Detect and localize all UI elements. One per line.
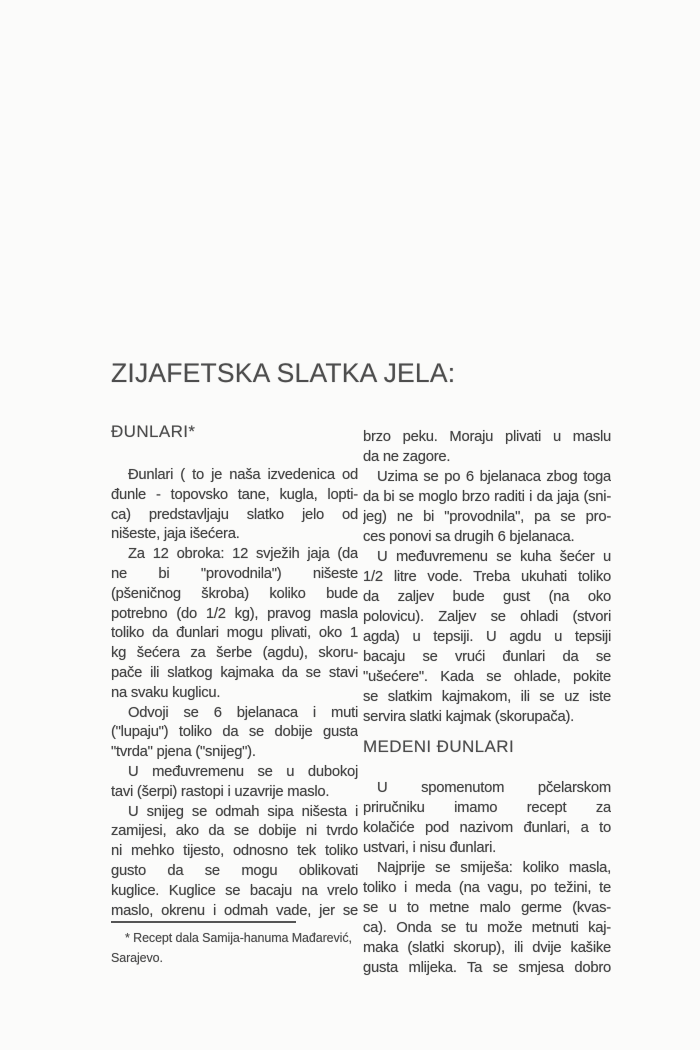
text-line: "ušećere". Kada se ohlade, pokite [363, 669, 611, 685]
text-line: da zaljev bude gust (na oko [363, 589, 611, 605]
text-line: maslo, okrenu i odmah vade, jer se [111, 902, 358, 919]
text-line: se u to metne malo germe (kvas- [363, 900, 611, 916]
text-line: maka (slatki skorup), ili dvije kašike [363, 940, 611, 956]
text-line: ni mehko tijesto, odnosno tek toliko [111, 843, 358, 860]
text-line: ca) predstavljaju slatko jelo od [111, 506, 358, 523]
paragraph [363, 778, 611, 858]
left-column [111, 422, 358, 921]
text-line: U međuvremenu se kuha šećer u [377, 549, 611, 565]
text-line: Uzima se po 6 bjelanaca zbog toga [377, 469, 611, 485]
text-line: brzo peku. Moraju plivati u maslu [363, 429, 611, 445]
text-line: jeg) ne bi "provodnila", pa se pro- [363, 509, 611, 525]
text-line: kuglice. Kuglice se bacaju na vrelo [111, 882, 358, 899]
text-line: gusta mlijeka. Ta se smjesa dobro [363, 960, 611, 976]
text-line: na svaku kuglicu. [111, 684, 221, 701]
text-line: U snijeg se odmah sipa nišesta i [128, 803, 358, 820]
text-line: bacaju se vrući đunlari da se [363, 649, 611, 665]
paragraph [111, 466, 358, 545]
text-line: Odvoji se 6 bjelanaca i muti [128, 704, 358, 721]
text-line: U međuvremenu se u dubokoj [128, 763, 358, 780]
text-line: Najprije se smiješa: koliko masla, [377, 860, 611, 876]
right-column-paragraphs-before-heading [363, 427, 611, 727]
paragraph [111, 704, 358, 763]
paragraph [363, 858, 611, 978]
text-line: ustvari, i nisu đunlari. [363, 840, 496, 856]
text-line: polovicu). Zaljev se ohladi (stvori [363, 609, 611, 625]
text-line: ces ponovi sa drugih 6 bjelanaca. [363, 529, 575, 545]
text-line: se slatkim kajmakom, ili se uz iste [363, 689, 611, 705]
text-line: toliko i meda (na vagu, po težini, te [363, 880, 611, 896]
footnote-line: * Recept dala Samija-hanuma Mađarević, [125, 931, 352, 945]
text-line: kg šećera za šerbe (agdu), skoru- [111, 645, 358, 662]
text-line: potrebno (do 1/2 kg), pravog masla [111, 605, 358, 622]
text-line: tavi (šerpi) rastopi i uzavrije maslo. [111, 783, 330, 800]
paragraph [111, 803, 358, 922]
text-line: priručniku imamo recept za [363, 800, 611, 816]
text-line: ca). Onda se tu može metnuti kaj- [363, 920, 611, 936]
recipe-heading-medeni-dunlari: MEDENI ĐUNLARI [363, 737, 515, 756]
recipe-heading-dunlari: ĐUNLARI* [111, 422, 196, 441]
paragraph [363, 427, 611, 467]
text-line: U spomenutom pčelarskom [377, 780, 611, 796]
text-line: zamijesi, ako da se dobije ni tvrdo [111, 823, 358, 840]
text-line: da bi se moglo brzo raditi i da jaja (sni- [363, 489, 611, 505]
right-column [363, 427, 611, 978]
text-line: da ne zagore. [363, 449, 451, 465]
footnote-line: Sarajevo. [111, 950, 163, 965]
text-line: ne bi "provodnila") nišeste [111, 565, 358, 582]
text-line: đunle - topovsko tane, kugla, lopti- [111, 486, 358, 503]
text-line: "tvrda" pjena ("snijeg"). [111, 744, 256, 761]
text-line: 1/2 litre vode. Treba ukuhati toliko [363, 569, 611, 585]
text-line: kolačiće pod nazivom đunlari, a to [363, 820, 611, 836]
text-line: toliko da đunlari mogu plivati, oko 1 [111, 625, 358, 642]
text-line: agda) u tepsiji. U agdu u tepsiji [363, 629, 611, 645]
footnote-text [111, 929, 361, 968]
paragraph [111, 763, 358, 803]
text-line: ("lupaju") toliko da se dobije gusta [111, 724, 358, 741]
text-line: Đunlari ( to je naša izvedenica od [128, 467, 358, 483]
text-line: (pšeničnog škroba) koliko bude [111, 585, 358, 602]
footnote [111, 921, 361, 968]
text-line: gusto da se mogu oblikovati [111, 862, 358, 879]
paragraph [363, 547, 611, 727]
text-line: pače ili slatkog kajmaka da se stavi [111, 664, 358, 681]
text-line: servira slatki kajmak (skorupača). [363, 709, 575, 725]
paragraph [363, 467, 611, 547]
text-line: nišeste, jaja išećera. [111, 526, 240, 543]
right-column-paragraphs-after-heading [363, 778, 611, 978]
paragraph [111, 545, 358, 703]
left-column-paragraphs [111, 466, 358, 921]
page-title: ZIJAFETSKA SLATKA JELA: [111, 358, 456, 388]
text-line: Za 12 obroka: 12 svježih jaja (da [128, 546, 358, 563]
footnote-rule [111, 921, 296, 923]
